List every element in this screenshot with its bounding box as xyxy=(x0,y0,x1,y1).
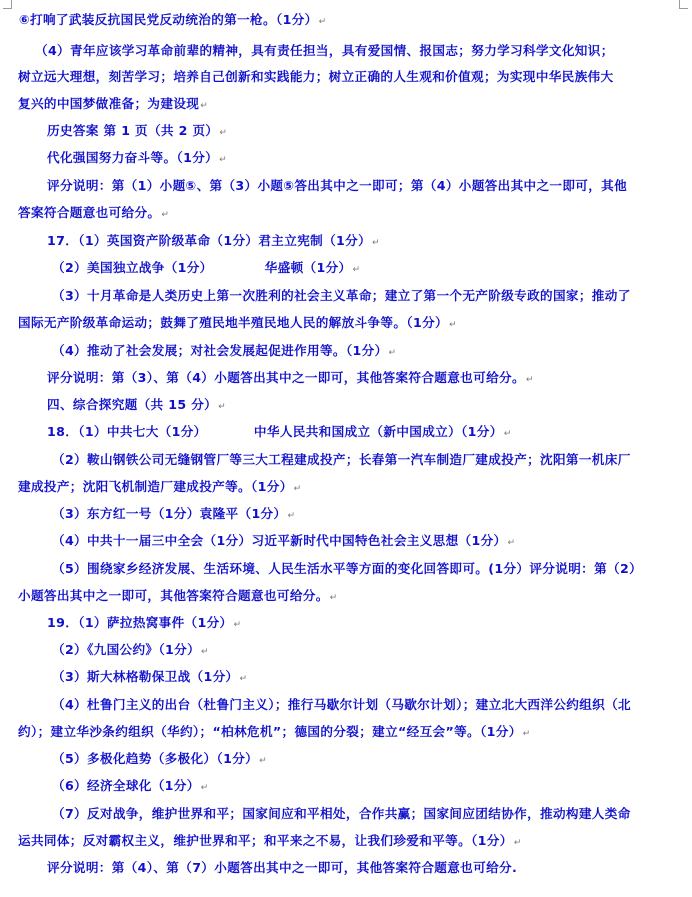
question-18-answer: 18．（1）中共七大（1分） 中华人民共和国成立（新中国成立）（1分）↵ xyxy=(47,424,512,439)
answer-line: （2）美国独立战争（1分） 华盛顿（1分）↵ xyxy=(52,260,361,275)
answer-line: （3）斯大林格勒保卫战（1分）↵ xyxy=(52,669,248,684)
answer-line: 复兴的中国梦做准备；为建设现↵ xyxy=(18,96,209,111)
paragraph-mark: ↵ xyxy=(372,238,380,248)
scoring-note: 小题答出其中之一即可，其他答案符合题意也可给分。↵ xyxy=(18,588,338,603)
answer-line: （2）鞍山钢铁公司无缝钢管厂等三大工程建成投产；长春第一汽车制造厂建成投产；沈阳第一机床厂 xyxy=(52,452,631,467)
crop-mark-top-right xyxy=(679,0,688,9)
question-19-answer: 19．（1）萨拉热窝事件（1分）↵ xyxy=(47,615,242,630)
paragraph-mark: ↵ xyxy=(287,511,296,521)
answer-line: 代化强国努力奋斗等。（1分）↵ xyxy=(47,150,227,165)
answer-line: （3）东方红一号（1分）袁隆平（1分）↵ xyxy=(52,506,296,521)
answer-line: （2）《九国公约》（1分）↵ xyxy=(52,642,209,657)
answer-line: （3）十月革命是人类历史上第一次胜利的社会主义革命；建立了第一个无产阶级专政的国家；推动了 xyxy=(52,288,631,303)
paragraph-mark: ↵ xyxy=(503,429,512,439)
answer-line: 运共同体；反对霸权主义，维护世界和平；和平来之不易，让我们珍爱和平等。（1分）↵ xyxy=(18,833,522,848)
answer-line: ⑥打响了武装反抗国民党反动统治的第一枪。（1分）↵ xyxy=(19,12,327,27)
section-heading: 四、综合探究题（共 15 分）↵ xyxy=(47,397,226,412)
paragraph-mark: ↵ xyxy=(233,620,242,630)
crop-mark-top-left xyxy=(3,0,12,9)
question-17-answer: 17．（1）英国资产阶级革命（1分）君主立宪制（1分）↵ xyxy=(47,233,380,248)
paragraph-mark: ↵ xyxy=(507,538,516,548)
paragraph-mark: ↵ xyxy=(513,838,522,848)
scoring-note: 评分说明：第（4）、第（7）小题答出其中之一即可，其他答案符合题意也可给分. xyxy=(47,860,518,875)
paragraph-mark: ↵ xyxy=(525,375,534,385)
answer-line: （7）反对战争，维护世界和平；国家间应和平相处，合作共赢；国家间应团结协作，推动构建人类命 xyxy=(52,806,631,821)
answer-line: （4）中共十一届三中全会（1分）习近平新时代中国特色社会主义思想（1分）↵ xyxy=(52,533,516,548)
paragraph-mark: ↵ xyxy=(239,674,248,684)
paragraph-mark: ↵ xyxy=(201,647,209,657)
paragraph-mark: ↵ xyxy=(161,210,170,220)
answer-line: （5）多极化趋势（多极化）（1分）↵ xyxy=(52,751,267,766)
paragraph-mark: ↵ xyxy=(259,756,267,766)
paragraph-mark: ↵ xyxy=(218,402,226,412)
answer-line: （4）推动了社会发展；对社会发展起促进作用等。（1分）↵ xyxy=(52,343,397,358)
page-footer: 历史答案 第 1 页（共 2 页）↵ xyxy=(47,123,228,138)
paragraph-mark: ↵ xyxy=(329,593,338,603)
answer-line: （6）经济全球化（1分）↵ xyxy=(52,778,209,793)
answer-line: 树立远大理想，刻苦学习；培养自己创新和实践能力；树立正确的人生观和价值观；为实现中华民族伟大 xyxy=(18,69,614,84)
paragraph-mark: ↵ xyxy=(448,320,457,330)
paragraph-mark: ↵ xyxy=(318,17,327,27)
paragraph-mark: ↵ xyxy=(200,783,209,793)
answer-line: （4）杜鲁门主义的出台（杜鲁门主义）；推行马歇尔计划（马歇尔计划）；建立北大西洋公约组织（北 xyxy=(52,697,631,712)
scoring-note: 答案符合题意也可给分。↵ xyxy=(18,205,170,220)
answer-line: 约）；建立华沙条约组织（华约）；“柏林危机”；德国的分裂；建立“经互会”等。（1分）↵ xyxy=(18,724,531,739)
answer-line: 建成投产；沈阳飞机制造厂建成投产等。（1分）↵ xyxy=(18,479,302,494)
paragraph-mark: ↵ xyxy=(219,155,227,165)
paragraph-mark: ↵ xyxy=(219,128,228,138)
paragraph-mark: ↵ xyxy=(352,265,361,275)
answer-line: （5）围绕家乡经济发展、生活环境、人民生活水平等方面的变化回答即可。(1分）评分说明：第（2） xyxy=(52,561,643,576)
answer-line: （4）青年应该学习革命前辈的精神，具有责任担当，具有爱国情、报国志；努力学习科学文化知识； xyxy=(35,43,614,58)
scoring-note: 评分说明：第（1）小题⑤、第（3）小题⑤答出其中之一即可；第（4）小题答出其中之一即可，其他 xyxy=(47,178,628,193)
paragraph-mark: ↵ xyxy=(522,729,531,739)
paragraph-mark: ↵ xyxy=(200,101,209,111)
scoring-note: 评分说明：第（3）、第（4）小题答出其中之一即可，其他答案符合题意也可给分。↵ xyxy=(47,370,534,385)
answer-line: 国际无产阶级革命运动；鼓舞了殖民地半殖民地人民的解放斗争等。（1分）↵ xyxy=(18,315,457,330)
paragraph-mark: ↵ xyxy=(388,348,397,358)
paragraph-mark: ↵ xyxy=(293,484,302,494)
